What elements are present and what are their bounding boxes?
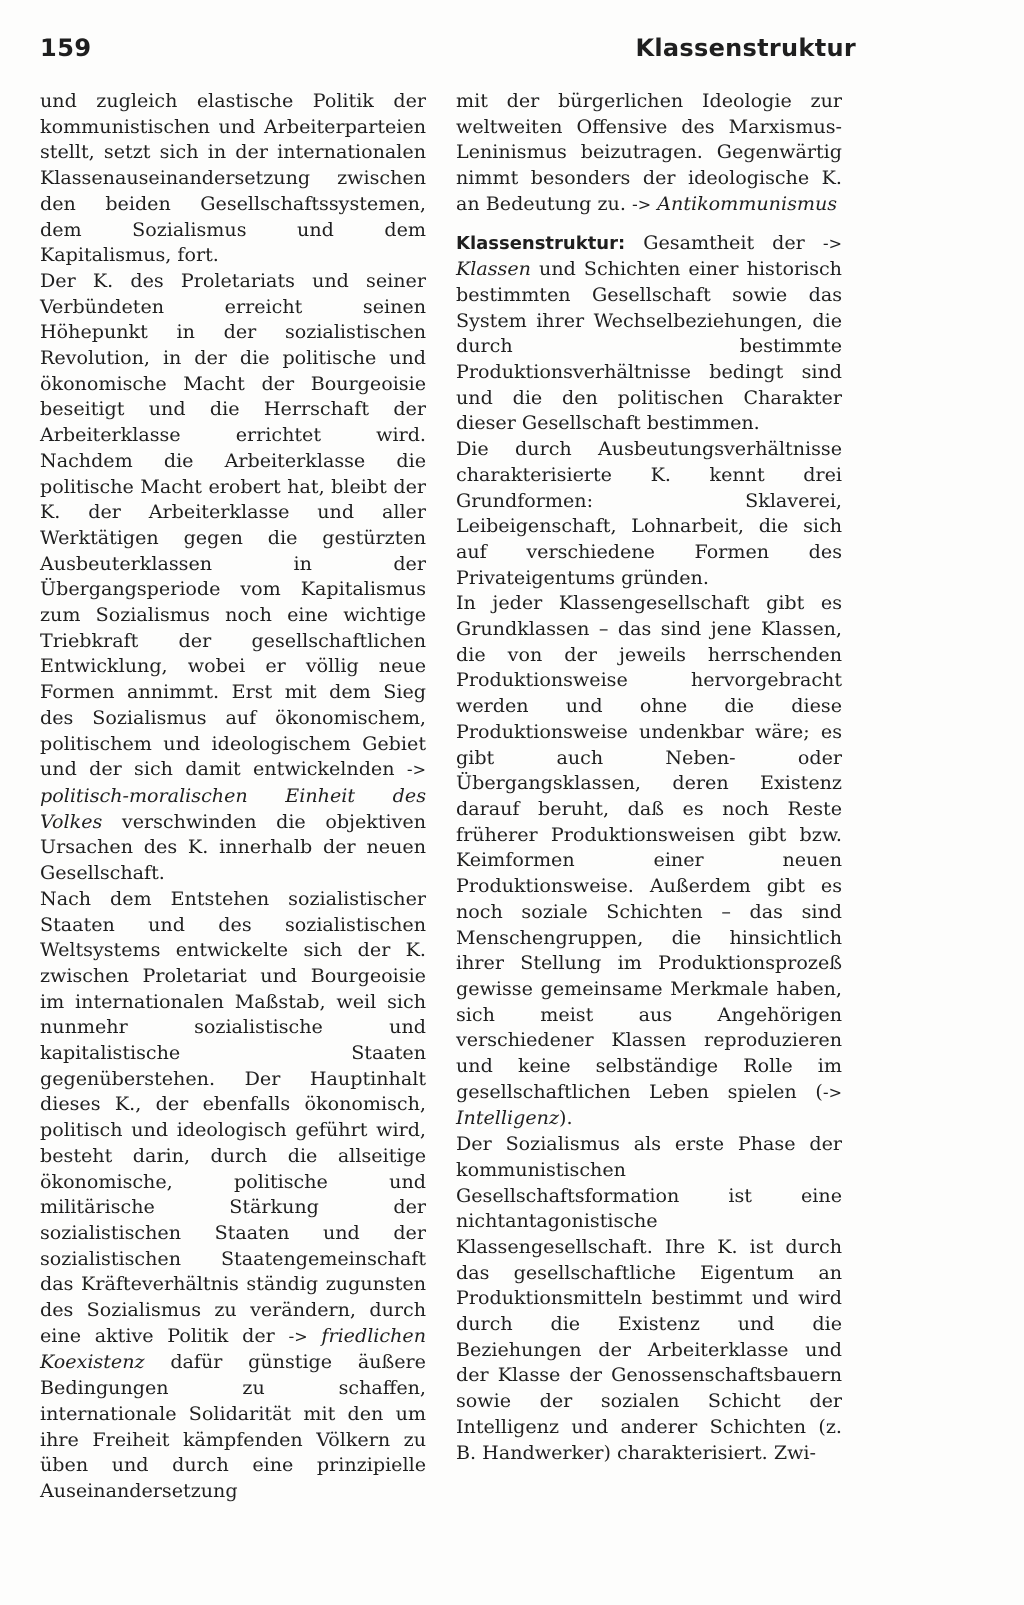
paragraph-text: In jeder Klassengesellschaft gibt es Grundklassen – das sind jene Klassen, die von der jeweils herrschenden Produktionsweise hervorgebracht werden und ohne die diese Produktionsweise undenkbar wäre; es gibt auch Neben- oder Übergangsklassen, deren Existenz darauf beruht, daß es noch Reste früherer Produktionsweisen gibt bzw. Keimformen einer neuen Produktionsweise. Außerdem gibt es noch soziale Schichten – das sind Menschengruppen, die hinsichtlich ihrer Stellung im Produktionsprozeß gewisse gemeinsame Merkmale haben, sich meist aus Angehörigen verschiedener Klassen reproduzieren und keine selbständige Rolle im gesellschaftlichen Leben spielen (: [456, 591, 842, 1103]
paragraph: [40, 886, 426, 1504]
dictionary-entry: [456, 230, 842, 437]
cross-reference-arrow-icon: ->: [288, 1326, 308, 1346]
paragraph-text: verschwinden die objektiven Ursachen des K. innerhalb der neuen Gesellschaft.: [40, 809, 426, 885]
paragraph-text: Gesamtheit der: [643, 230, 805, 254]
left-column: [40, 88, 426, 1504]
cross-reference-link[interactable]: politisch-moralischen Einheit des Volkes: [40, 783, 426, 833]
paragraph: [456, 590, 842, 1131]
paragraph: [456, 436, 842, 590]
entry-headword: Klassenstruktur:: [456, 232, 626, 254]
cross-reference-link[interactable]: friedlichen Koexistenz: [40, 1323, 426, 1374]
cross-reference-arrow-icon: ->: [822, 1082, 842, 1102]
paragraph-text: mit der bürgerlichen Ideologie zur weltweiten Offensive des Marxismus-Leninismus beizutragen. Gegenwärtig nimmt besonders der ideologische K. an Bedeutung zu.: [456, 89, 842, 215]
paragraph-text: Die durch Ausbeutungsverhältnisse charakterisierte K. kennt drei Grundformen: Sklaverei, Leibeigenschaft, Lohnarbeit, die sich auf verschiedene Formen des Privateigentums gründen.: [456, 437, 842, 589]
paragraph-text: Der K. des Proletariats und seiner Verbündeten erreicht seinen Höhepunkt in der sozialistischen Revolution, in der die politische und ökonomische Macht der Bourgeoisie beseitigt und die Herrschaft der Arbeiterklasse errichtet wird. Nachdem die Arbeiterklasse die politische Macht erobert hat, bleibt der K. der Arbeiterklasse und aller Werktätigen gegen die gestürzten Ausbeuterklassen in der Übergangsperiode vom Kapitalismus zum Sozialismus noch eine wichtige Triebkraft der gesellschaftlichen Entwicklung, wobei er völlig neue Formen annimmt. Erst mit dem Sieg des Sozialismus auf ökonomischem, politischem und ideologischem Gebiet und der sich damit entwickelnden: [40, 268, 426, 781]
paragraph-text: und Schichten einer historisch bestimmten Gesellschaft sowie das System ihrer Wechselbeziehungen, die durch bestimmte Produktionsverhältnisse bedingt sind und die den politischen Charakter dieser Gesellschaft bestimmen.: [456, 257, 842, 435]
paragraph-text: ).: [559, 1106, 573, 1130]
paragraph: [40, 88, 426, 268]
cross-reference-arrow-icon: ->: [631, 194, 652, 214]
paragraph-text: Der Sozialismus als erste Phase der kommunistischen Gesellschaftsformation ist eine nichtantagonistische Klassengesellschaft. Ihre K. ist durch das gesellschaftliche Eigentum an Produktionsmitteln bestimmt und wird durch die Existenz und die Beziehungen der Arbeiterklasse und der Klasse der Genossenschaftsbauern sowie der sozialen Schicht der Intelligenz und anderer Schichten (z. B. Handwerker) charakterisiert. Zwi-: [456, 1132, 842, 1464]
cross-reference-link[interactable]: Klassen: [456, 257, 531, 281]
running-head: Klassenstruktur: [635, 34, 856, 62]
page-number: 159: [40, 34, 92, 62]
cross-reference-link[interactable]: Antikommunismus: [657, 191, 838, 215]
paragraph: [456, 88, 842, 218]
cross-reference-arrow-icon: ->: [822, 233, 843, 253]
paragraph: [40, 268, 426, 886]
paragraph-text: und zugleich elastische Politik der kommunistischen und Arbeiterparteien stellt, setzt sich in der internationalen Klassenauseinandersetzung zwischen den beiden Gesellschaftssystemen, dem Sozialismus und dem Kapitalismus, fort.: [40, 89, 426, 267]
cross-reference-arrow-icon: ->: [406, 760, 426, 780]
paragraph-text: Nach dem Entstehen sozialistischer Staaten und des sozialistischen Weltsystems entwickelte sich der K. zwischen Proletariat und Bourgeoisie im internationalen Maßstab, weil sich nunmehr sozialistische und kapitalistische Staaten gegenüberstehen. Der Hauptinhalt dieses K., der ebenfalls ökonomisch, politisch und ideologisch geführt wird, besteht darin, durch die allseitige ökonomische, politische und militärische Stärkung der sozialistischen Staaten und der sozialistischen Staatengemeinschaft das Kräfteverhältnis ständig zugunsten des Sozialismus zu verändern, durch eine aktive Politik der: [40, 886, 426, 1347]
cross-reference-link[interactable]: Intelligenz: [456, 1106, 560, 1130]
paragraph-text: dafür günstige äußere Bedingungen zu schaffen, internationale Solidarität mit den um ihre Freiheit kämpfenden Völkern zu üben und durch eine prinzipielle Auseinandersetzung: [40, 1350, 426, 1502]
right-column: [456, 88, 842, 1465]
paragraph: [456, 1131, 842, 1465]
